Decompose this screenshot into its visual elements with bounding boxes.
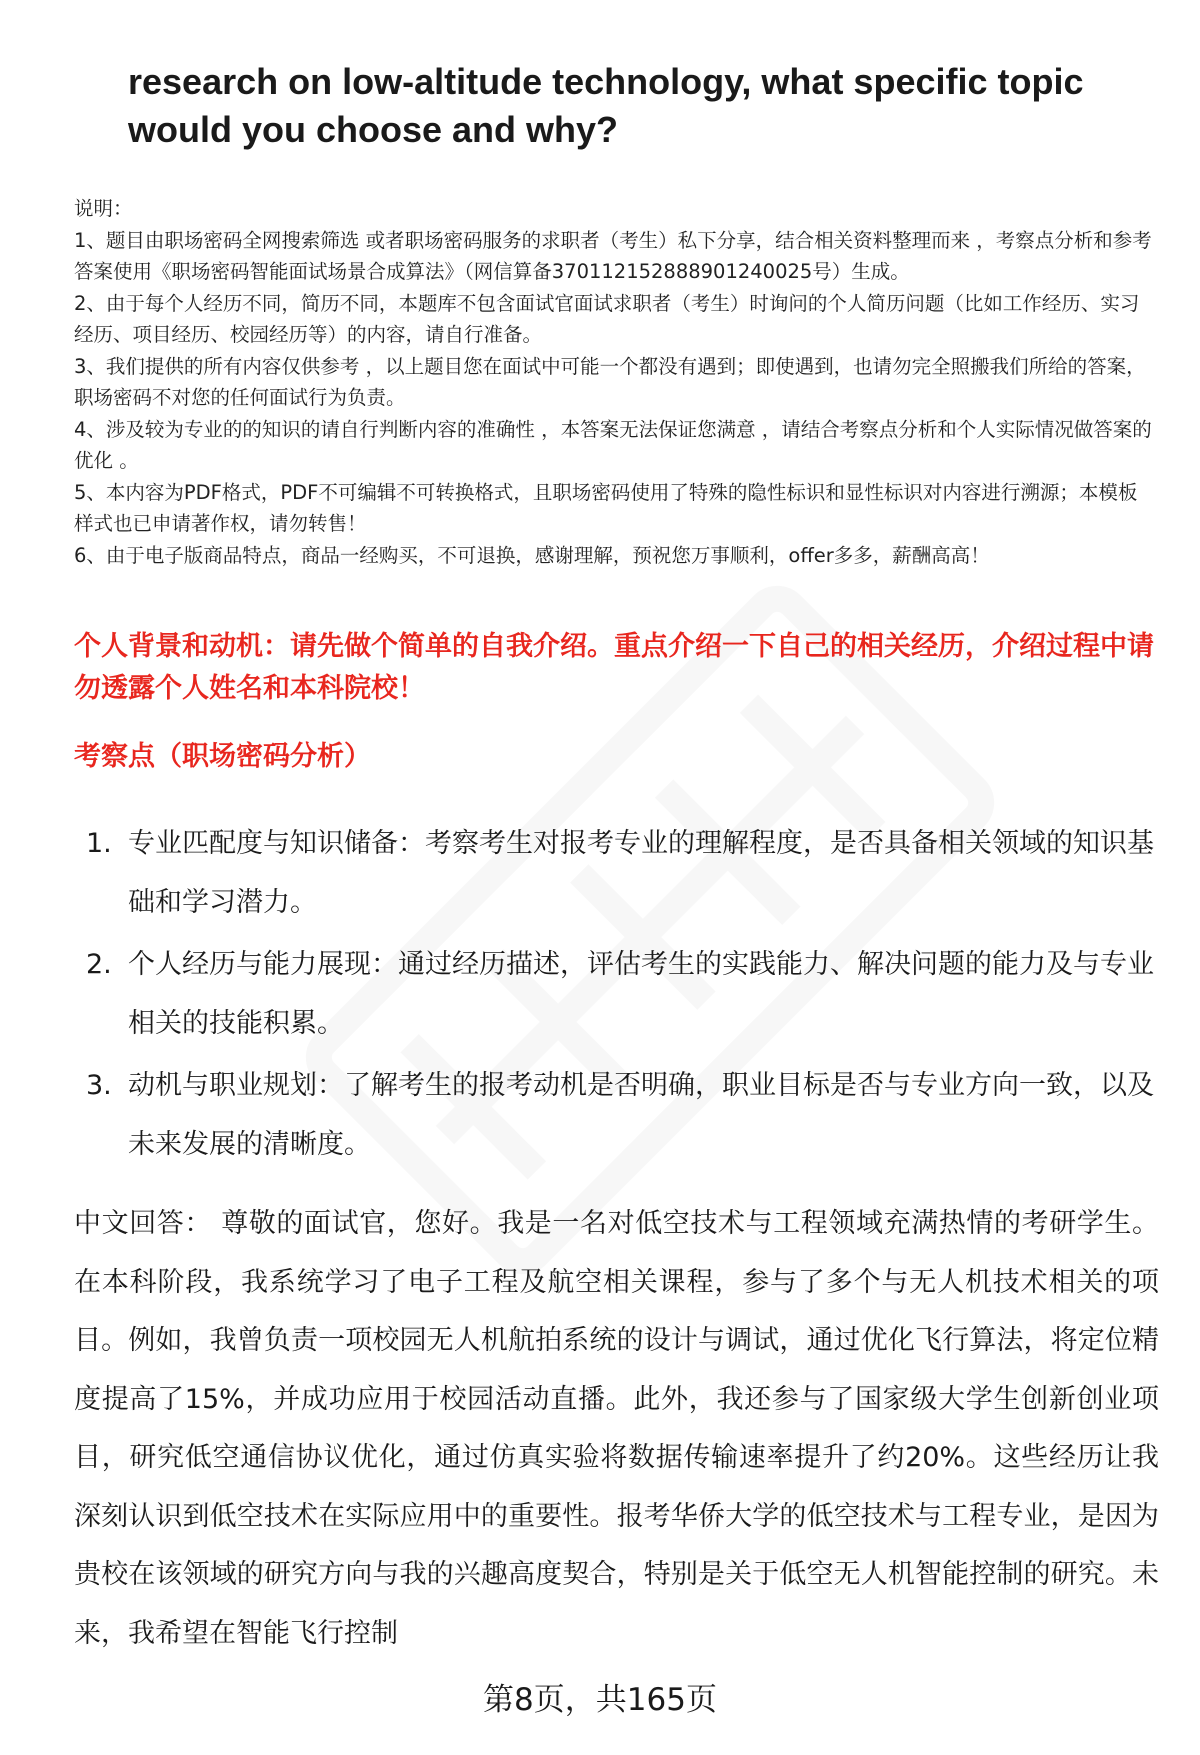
chinese-answer bbox=[74, 1195, 1159, 1663]
page-number-footer: 第8页，共165页 bbox=[483, 1682, 717, 1718]
point-number: 1. bbox=[86, 828, 112, 859]
point-number: 3. bbox=[86, 1070, 112, 1101]
point-text: 专业匹配度与知识储备：考察考生对报考专业的理解程度，是否具备相关领域的知识基础和学习潜力。 bbox=[128, 828, 1154, 918]
analysis-point bbox=[74, 935, 1154, 1053]
section-heading: 个人背景和动机：请先做个简单的自我介绍。重点介绍一下自己的相关经历，介绍过程中请勿透露个人姓名和本科院校！ bbox=[74, 631, 1154, 704]
note-item: 5、本内容为PDF格式，PDF不可编辑不可转换格式，且职场密码使用了特殊的隐性标识和显性标识对内容进行溯源；本模板样式也已申请著作权，请勿转售！ bbox=[74, 480, 1138, 535]
notes-block bbox=[74, 193, 1154, 571]
note-item: 1、题目由职场密码全网搜索筛选 或者职场密码服务的求职者（考生）私下分享，结合相关资料整理而来 ，考察点分析和参考答案使用《职场密码智能面试场景合成算法》（网信算备370112152888901240025号）生成。 bbox=[74, 228, 1152, 283]
question-title: research on low-altitude technology, what specific topic would you choose and why? bbox=[128, 61, 1084, 150]
analysis-point bbox=[74, 814, 1154, 932]
answer-text: 尊敬的面试官，您好。我是一名对低空技术与工程领域充满热情的考研学生。在本科阶段，我系统学习了电子工程及航空相关课程，参与了多个与无人机技术相关的项目。例如，我曾负责一项校园无人机航拍系统的设计与调试，通过优化飞行算法，将定位精度提高了15%，并成功应用于校园活动直播。此外，我还参与了国家级大学生创新创业项目，研究低空通信协议优化，通过仿真实验将数据传输速率提升了约20%。这些经历让我深刻认识到低空技术在实际应用中的重要性。报考华侨大学的低空技术与工程专业，是因为贵校在该领域的研究方向与我的兴趣高度契合，特别是关于低空无人机智能控制的研究。未来，我希望在智能飞行控制 bbox=[74, 1208, 1160, 1649]
note-item: 3、我们提供的所有内容仅供参考 ，以上题目您在面试中可能一个都没有遇到；即使遇到，也请勿完全照搬我们所给的答案，职场密码不对您的任何面试行为负责。 bbox=[74, 354, 1146, 409]
note-item: 4、涉及较为专业的的知识的请自行判断内容的准确性 ，本答案无法保证您满意 ，请结合考察点分析和个人实际情况做答案的优化 。 bbox=[74, 417, 1152, 472]
note-item: 6、由于电子版商品特点，商品一经购买，不可退换，感谢理解，预祝您万事顺利，offer多多，薪酬高高！ bbox=[74, 543, 990, 567]
note-item: 2、由于每个人经历不同，简历不同，本题库不包含面试官面试求职者（考生）时询问的个人简历问题（比如工作经历、实习经历、项目经历、校园经历等）的内容，请自行准备。 bbox=[74, 291, 1140, 346]
analysis-points bbox=[74, 814, 1154, 1177]
notes-heading: 说明： bbox=[74, 197, 133, 220]
point-text: 个人经历与能力展现：通过经历描述，评估考生的实践能力、解决问题的能力及与专业相关的技能积累。 bbox=[128, 949, 1154, 1039]
answer-label: 中文回答： bbox=[74, 1208, 213, 1239]
point-text: 动机与职业规划：了解考生的报考动机是否明确，职业目标是否与专业方向一致，以及未来发展的清晰度。 bbox=[128, 1070, 1154, 1160]
point-number: 2. bbox=[86, 949, 112, 980]
analysis-heading: 考察点（职场密码分析） bbox=[74, 741, 371, 772]
analysis-point bbox=[74, 1056, 1154, 1174]
